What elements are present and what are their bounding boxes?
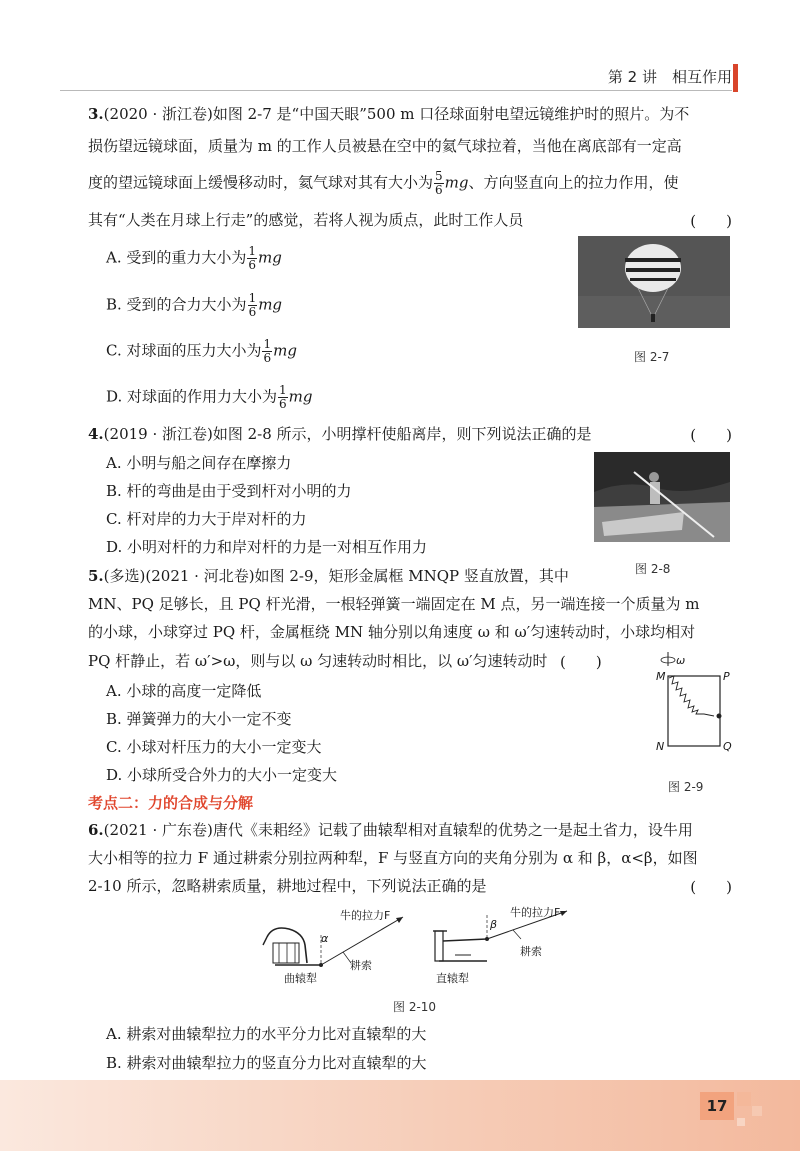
label-P: P xyxy=(723,670,730,683)
q5-line-4: PQ 杆静止，若 ω′>ω，则与以 ω 匀速转动时相比，以 ω′匀速转动时 xyxy=(88,652,548,670)
q3-option-b: B. 受到的合力大小为 $\frac{1}{6}$ mg xyxy=(106,291,283,319)
q3-option-c: C. 对球面的压力大小为 $\frac{1}{6}$ mg xyxy=(106,337,297,365)
rope-label-curved: 耕索 xyxy=(350,959,372,972)
rope-label-straight: 耕索 xyxy=(520,945,542,958)
q4-stem: 4.(2019 · 浙江卷)如图 2-8 所示，小明撑杆使船离岸，则下列说法正确的是 xyxy=(88,425,592,443)
footer-band xyxy=(0,1080,800,1151)
chapter-title: 第 2 讲 相互作用 xyxy=(607,68,732,86)
q3-answer-paren: ( ) xyxy=(690,212,732,230)
q3-option-a: A. 受到的重力大小为 $\frac{1}{6}$ mg xyxy=(106,244,282,272)
q6-option-b: B. 耕索对曲辕犁拉力的竖直分力比对直辕犁的大 xyxy=(106,1054,427,1072)
section-heading: 考点二：力的合成与分解 xyxy=(88,794,254,812)
q3-option-d: D. 对球面的作用力大小为 $\frac{1}{6}$ mg xyxy=(106,383,313,411)
fig-2-10-caption: 图 2-10 xyxy=(393,1000,437,1014)
plough1-label: 曲辕犁 xyxy=(284,972,317,985)
omega-label: ω xyxy=(676,654,686,667)
q3-number: 3. xyxy=(88,105,104,123)
q6-answer-paren: ( ) xyxy=(690,878,732,896)
boat-photo xyxy=(594,452,730,542)
footer-square-3 xyxy=(737,1118,745,1126)
q4-answer-paren: ( ) xyxy=(690,426,732,444)
q3-line-3: 度的望远镜球面上缓慢移动时，氦气球对其有大小为 $\frac{5}{6}$ mg、方向竖直向上的拉力作用，使 xyxy=(88,169,679,197)
force-label-straight: 牛的拉力F xyxy=(510,906,561,919)
q5-option-d: D. 小球所受合外力的大小一定变大 xyxy=(106,766,338,784)
label-N: N xyxy=(656,740,665,753)
q4-option-c: C. 杆对岸的力大于岸对杆的力 xyxy=(106,510,307,528)
q5-line-2: MN、PQ 足够长，且 PQ 杆光滑，一根轻弹簧一端固定在 M 点，另一端连接一个质量为 m xyxy=(88,595,700,613)
fig-2-9-caption: 图 2-9 xyxy=(668,780,704,794)
fig-2-8-caption: 图 2-8 xyxy=(635,562,671,576)
q6-line-3: 2-10 所示，忽略耕索质量，耕地过程中，下列说法正确的是 xyxy=(88,877,487,895)
q4-option-a: A. 小明与船之间存在摩擦力 xyxy=(106,454,292,472)
q6-option-a: A. 耕索对曲辕犁拉力的水平分力比对直辕犁的大 xyxy=(106,1025,427,1043)
footer-square-1 xyxy=(737,1092,751,1106)
force-label-curved: 牛的拉力F xyxy=(340,909,391,922)
q3-line-1: 3.(2020 · 浙江卷)如图 2-7 是“中国天眼”500 m 口径球面射电望远镜维护时的照片。为不 xyxy=(88,105,690,123)
page-number: 17 xyxy=(700,1092,734,1120)
q3-line-4: 其有“人类在月球上行走”的感觉，若将人视为质点，此时工作人员 xyxy=(88,211,524,229)
q6-line-1: 6.(2021 · 广东卷)唐代《耒耜经》记载了曲辕犁相对直辕犁的优势之一是起土省力，设牛用 xyxy=(88,821,693,839)
q6-line-2: 大小相等的拉力 F 通过耕索分别拉两种犁，F 与竖直方向的夹角分别为 α 和 β，α<β，如图 xyxy=(88,849,698,867)
q5-option-c: C. 小球对杆压力的大小一定变大 xyxy=(106,738,322,756)
label-M: M xyxy=(656,670,666,683)
q5-line-1: 5.(多选)(2021 · 河北卷)如图 2-9，矩形金属框 MNQP 竖直放置，其中 xyxy=(88,567,569,585)
q4-option-b: B. 杆的弯曲是由于受到杆对小明的力 xyxy=(106,482,352,500)
header-accent-bar xyxy=(733,64,738,92)
header-divider xyxy=(60,90,732,91)
q4-option-d: D. 小明对杆的力和岸对杆的力是一对相互作用力 xyxy=(106,538,428,556)
q3-fraction: $\frac{5}{6}$ xyxy=(435,169,443,197)
q3-line-2: 损伤望远镜球面，质量为 m 的工作人员被悬在空中的氦气球拉着，当他在离底部有一定高 xyxy=(88,137,682,155)
q5-answer-paren: ( ) xyxy=(560,653,602,671)
label-Q: Q xyxy=(723,740,732,753)
plough2-label: 直辕犁 xyxy=(436,972,469,985)
alpha-label: α xyxy=(321,932,329,945)
balloon-photo xyxy=(578,236,730,328)
fig-2-7-caption: 图 2-7 xyxy=(634,350,670,364)
q5-line-3: 的小球，小球穿过 PQ 杆，金属框绕 MN 轴分别以角速度 ω 和 ω′匀速转动时，小球均相对 xyxy=(88,623,696,641)
footer-square-2 xyxy=(752,1106,762,1116)
q5-option-b: B. 弹簧弹力的大小一定不变 xyxy=(106,710,292,728)
beta-label: β xyxy=(490,918,498,931)
q5-option-a: A. 小球的高度一定降低 xyxy=(106,682,262,700)
